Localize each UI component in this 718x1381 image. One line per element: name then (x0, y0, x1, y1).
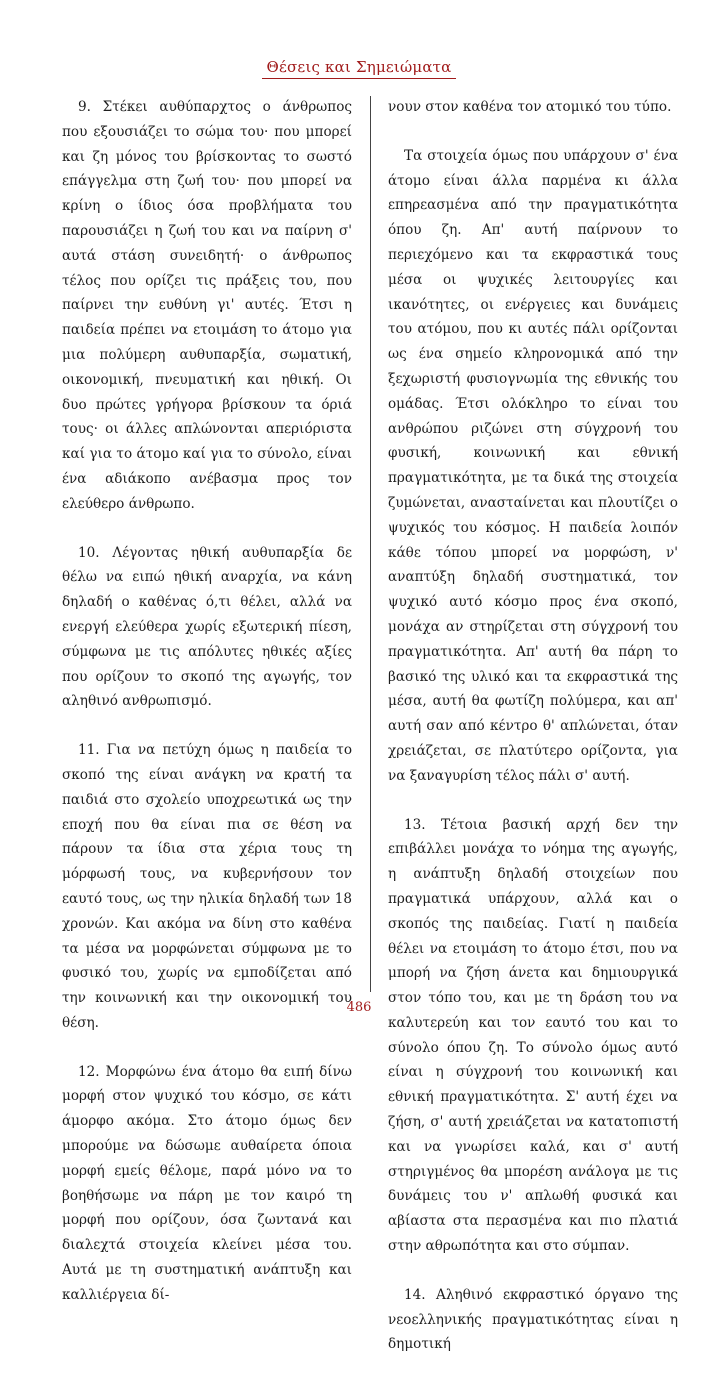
right-column (388, 95, 678, 1381)
paragraph-9: 9. Στέκει αυθύπαρχτος ο άνθρωπος που εξουσιάζει το σώμα του· που μπορεί και ζη μόνος του βρίσκοντας το σωστό επάγγελμα στη ζωή του· που μπορεί να κρίνη ο ίδιος όσα προβλήματα του παρουσιάζει η ζωή του και να παίρνη σ' αυτά στάση συνειδητή· ο άνθρωπος τέλος που ορίζει τις πράξεις του, που παίρνει την ευθύνη γι' αυτές. Έτσι η παιδεία πρέπει να ετοιμάση το άτομο για μια πολύμερη αυθυπαρξία, σωματική, οικονομική, πνευματική και ηθική. Οι δυο πρώτες γρήγορα βρίσκουν τα όριά τους· οι άλλες απλώνονται απεριόριστα καί για το άτομο καί για το σύνολο, είναι ένα αδιάκοπο ανέβασμα προς τον ελεύθερο άνθρωπο. (62, 99, 352, 512)
paragraph-10: 10. Λέγοντας ηθική αυθυπαρξία δε θέλω να ειπώ ηθική αναρχία, να κάνη δηλαδή ο καθένας ό,τι θέλει, αλλά να ενεργή ελεύθερα χωρίς εξωτερική πίεση, σύμφωνα με τις απόλυτες ηθικές αξίες που ορίζουν το σκοπό της αγωγής, τον αληθινό ανθρωπισμό. (62, 544, 352, 710)
paragraph-13: 13. Τέτοια βασική αρχή δεν την επιβάλλει μονάχα το νόημα της αγωγής, η ανάπτυξη δηλαδή στοιχείων που πραγματικά υπάρχουν, αλλά και ο σκοπός της παιδείας. Γιατί η παιδεία θέλει να ετοιμάση το άτομο έτσι, που να μπορή να ζήση άνετα και δημιουργικά στον τόπο του, και με τη δράση του να καλυτερεύη και τον εαυτό του και το σύνολο όπου ζη. Το σύνολο όμως αυτό είναι η σύγχρονή του κοινωνική και εθνική πραγματικότητα. Σ' αυτή έχει να ζήση, σ' αυτή χρειάζεται να κατατοπιστή και να γνωρίσει καλά, και σ' αυτή στηριγμένος θα μπορέση ανάλογα με τις δυνάμεις του ν' απλωθή φυσικά και αβίαστα στα περασμένα και πιο πλατιά στην αθρωπότητα και στο σύμπαν. (388, 816, 678, 1255)
paragraph-14: 14. Αληθινό εκφραστικό όργανο της νεοελληνικής πραγματικότητας είναι η δημοτική (388, 1286, 678, 1353)
column-divider (370, 96, 371, 992)
paragraph-11: 11. Για να πετύχη όμως η παιδεία το σκοπό της είναι ανάγκη να κρατή τα παιδιά στο σχολείο υποχρεωτικά ως την εποχή που θα είναι πια σε θέση να πάρουν τα ίδια στα χέρια τους τη μόρφωσή τους, να κυβερνήσουν τον εαυτό τους, ως την ηλικία δηλαδή των 18 χρονών. Και ακόμα να δίνη στο καθένα τα μέσα να μορφώνεται σύμφωνα με το φυσικό του, χωρίς να εμποδίζεται από την κοινωνική και την οικονομική του θέση. (62, 742, 352, 1031)
paragraph-12: 12. Μορφώνω ένα άτομο θα ειπή δίνω μορφή στον ψυχικό του κόσμο, σε κάτι άμορφο ακόμα. Στο άτομο όμως δεν μπορούμε να δώσωμε αυθαίρετα όποια μορφή εμείς θέλομε, παρά μόνο να το βοηθήσωμε να πάρη με τον καιρό τη μορφή που ορίζουν, όσα ζωντανά και διαλεχτά στοιχεία κλείνει μέσα του. Αυτά με τη συστηματική ανάπτυξη και καλλιέργεια δί- (62, 1063, 352, 1303)
page-number: 486 (346, 1000, 372, 1015)
left-column (62, 95, 352, 1332)
running-title: Θέσεις και Σημειώματα (262, 58, 455, 79)
running-header (0, 58, 718, 79)
paragraph-12b: Τα στοιχεία όμως που υπάρχουν σ' ένα άτομο είναι άλλα παρμένα κι άλλα επηρεασμένα από την πραγματικότητα όπου ζη. Απ' αυτή παίρνουν το περιεχόμενο και τα εκφραστικά τους μέσα οι ψυχικές λειτουργίες και ικανότητες, οι ενέργειες και δυνάμεις του ατόμου, που κι αυτές πάλι ορίζονται ως ένα σημείο κληρονομικά από την ξεχωριστή φυσιογνωμία της εθνικής του ομάδας. Έτσι ολόκληρο το είναι του ανθρώπου ριζώνει στη σύγχρονή του φυσική, κοινωνική και εθνική πραγματικότητα, με τα δικά της στοιχεία ζυμώνεται, ανασταίνεται και πλουτίζει ο ψυχικός του κόσμος. Η παιδεία λοιπόν κάθε τόπου μπορεί να μορφώση, ν' αναπτύξη δηλαδή συστηματικά, τον ψυχικό αυτό κόσμο προς ένα σκοπό, μονάχα αν στηρίζεται στη σύγχρονή του πραγματικότητα. Απ' αυτή θα πάρη το βασικό της υλικό και τα εκφραστικά της μέσα, αυτή θα φωτίζη πολύμερα, και απ' αυτή σαν από κέντρο θ' απλώνεται, όταν χρειάζεται, σε πλατύτερο ορίζοντα, για να ξαναγυρίση τέλος πάλι σ' αυτή. (388, 147, 678, 784)
paragraph-12-continued: νουν στον καθένα τον ατομικό του τύπο. (388, 99, 672, 115)
